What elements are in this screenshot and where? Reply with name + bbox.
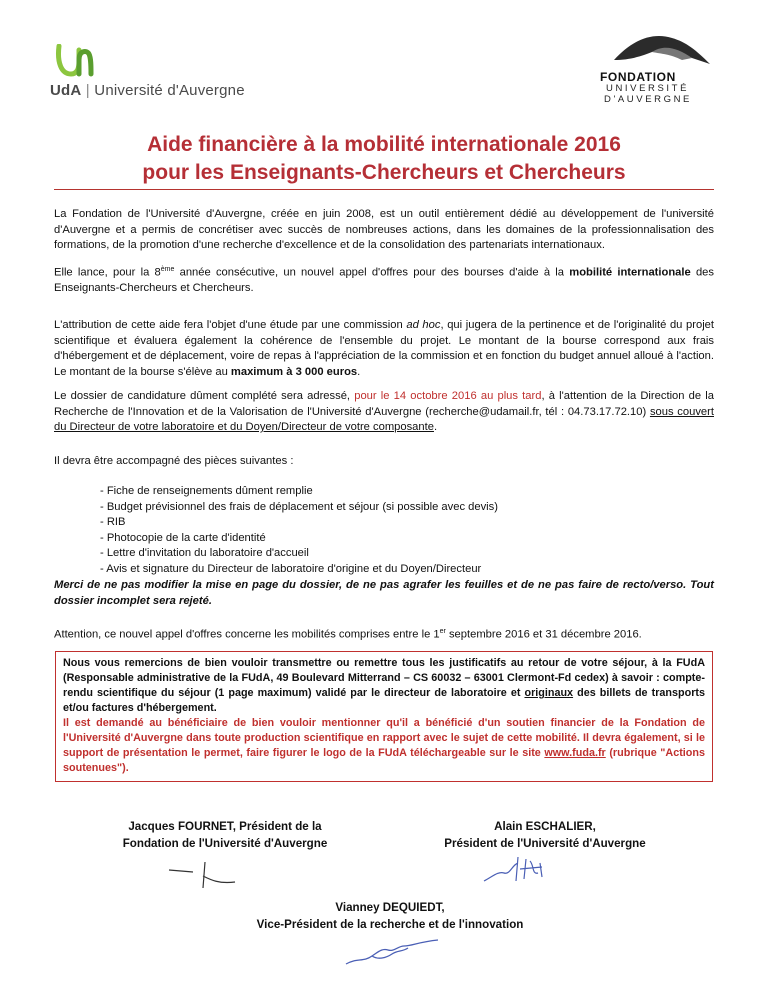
uda-name: Université d'Auvergne: [94, 82, 245, 99]
fondation-line3: D'AUVERGNE: [604, 94, 692, 105]
list-item: - Avis et signature du Directeur de laboratoire d'origine et du Doyen/Directeur: [100, 562, 482, 575]
signature-left-icon: [165, 858, 245, 892]
notice-box: Nous vous remercions de bien vouloir transmettre ou remettre tous les justificatifs au retour de votre séjour, à la FUdA (Responsable administrative de la FUdA, 49 Boulevard Mitterrand – CS 60032 – 63001 Clermont-Fd cedex) à savoir : compte-rendu scientifique du séjour (1 page maximum) validé par le directeur de laboratoire et originaux des billets de transports et/ou factures d'hébergement. Il est demandé au bénéficiaire de bien vouloir mentionner qu'il a bénéficié d'un soutien financier de la Fondation de l'Université d'Auvergne dans toute production scientifique en rapport avec le sujet de cette mobilité. Il devra également, si le support de présentation le permet, faire figurer le logo de la FUdA téléchargeable sur le site www.fuda.fr (rubrique "Actions soutenues").: [55, 651, 713, 782]
signature-right-icon: [482, 855, 562, 885]
signatory-right: Alain ESCHALIER, Président de l'Université d'Auvergne: [444, 820, 646, 850]
title-line2: pour les Enseignants-Chercheurs et Chercheurs: [142, 161, 626, 184]
pieces-list: [100, 484, 700, 577]
list-item: - Budget prévisionnel des frais de déplacement et séjour (si possible avec devis): [100, 500, 498, 513]
warning-note: Merci de ne pas modifier la mise en page du dossier, de ne pas agrafer les feuilles et de ne pas faire de recto/verso. Tout dossier incomplet sera rejeté.: [54, 579, 714, 607]
paragraph-submission: Le dossier de candidature dûment complété sera adressé, pour le 14 octobre 2016 au plus tard, à l'attention de la Direction de la Recherche de l'Innovation et de la Valorisation de l'Université d'Auvergne (recherche@udamail.fr, tél : 04.73.17.72.10) sous couvert du Directeur de votre laboratoire et du Doyen/Directeur de votre composante.: [54, 390, 715, 433]
signatory-left: Jacques FOURNET, Président de la Fondation de l'Université d'Auvergne: [122, 820, 328, 850]
max-amount: maximum à 3 000 euros: [230, 365, 358, 378]
list-item: - RIB: [100, 516, 126, 528]
title-divider: [54, 189, 714, 190]
fondation-logo: [592, 30, 722, 106]
document-title: [0, 131, 768, 187]
signature-center-icon: [342, 938, 442, 968]
uda-logo: UdA | Université d'Auvergne: [50, 44, 260, 104]
list-item: - Photocopie de la carte d'identité: [100, 531, 266, 544]
deadline: pour le 14 octobre 2016 au plus tard: [354, 390, 542, 402]
fondation-line1: FONDATION: [600, 70, 676, 84]
paragraph-pieces-intro: Il devra être accompagné des pièces suivantes :: [54, 455, 294, 467]
paragraph-award: L'attribution de cette aide fera l'objet d'une étude par une commission ad hoc, qui jugera de la pertinence et de l'originalité du projet scientifique et évaluera également la cohérence de l'ensemble du projet. Le montant de la bourse correspond aux frais d'hébergement et de déplacement, voire de repas à l'appréciation de la commission et en fonction du budget annuel alloué à l'action. Le montant de la bourse s'élève au maximum à 3 000 euros.: [54, 319, 715, 378]
paragraph-call: Elle lance, pour la 8ème année consécutive, un nouvel appel d'offres pour des bourses d'aide à la mobilité internationale des Enseignants-Chercheurs et Chercheurs.: [54, 266, 715, 295]
list-item: - Fiche de renseignements dûment remplie: [100, 485, 313, 497]
fuda-link[interactable]: www.fuda.fr: [544, 747, 606, 759]
paragraph-intro: La Fondation de l'Université d'Auvergne, créée en juin 2008, est un outil entièrement dédié au développement de l'université d'Auvergne et a permis de concrétiser avec succès de nombreuses actions, dans les domaines de la professionnalisation des formations, de la promotion d'une recherche d'excellence et de la consolidation des partenariats internationaux.: [54, 208, 714, 251]
fondation-line2: UNIVERSITÉ: [606, 83, 690, 94]
paragraph-period: Attention, ce nouvel appel d'offres concerne les mobilités comprises entre le 1er septembre 2016 et 31 décembre 2016.: [54, 628, 642, 641]
fondation-wave-icon: [612, 30, 712, 70]
uda-logo-icon: [55, 44, 97, 80]
routing-note: sous couvert du Directeur de votre laboratoire et du Doyen/Directeur de votre composante: [54, 405, 714, 433]
signatory-center: Vianney DEQUIEDT, Vice-Président de la recherche et de l'innovation: [256, 901, 524, 931]
mobility-emphasis: mobilité internationale: [569, 266, 691, 279]
title-line1: Aide financière à la mobilité internationale 2016: [147, 133, 621, 156]
list-item: - Lettre d'invitation du laboratoire d'accueil: [100, 547, 309, 559]
acknowledgement-note: Il est demandé au bénéficiaire de bien vouloir mentionner qu'il a bénéficié d'un soutien financier de la Fondation de l'Université d'Auvergne dans toute production scientifique en rapport avec le sujet de cette mobilité. Il devra également, si le support de présentation le permet, faire figurer le logo de la FUdA téléchargeable sur le site www.fuda.fr (rubrique "Actions soutenues").: [63, 717, 705, 774]
uda-prefix: UdA: [50, 82, 82, 99]
